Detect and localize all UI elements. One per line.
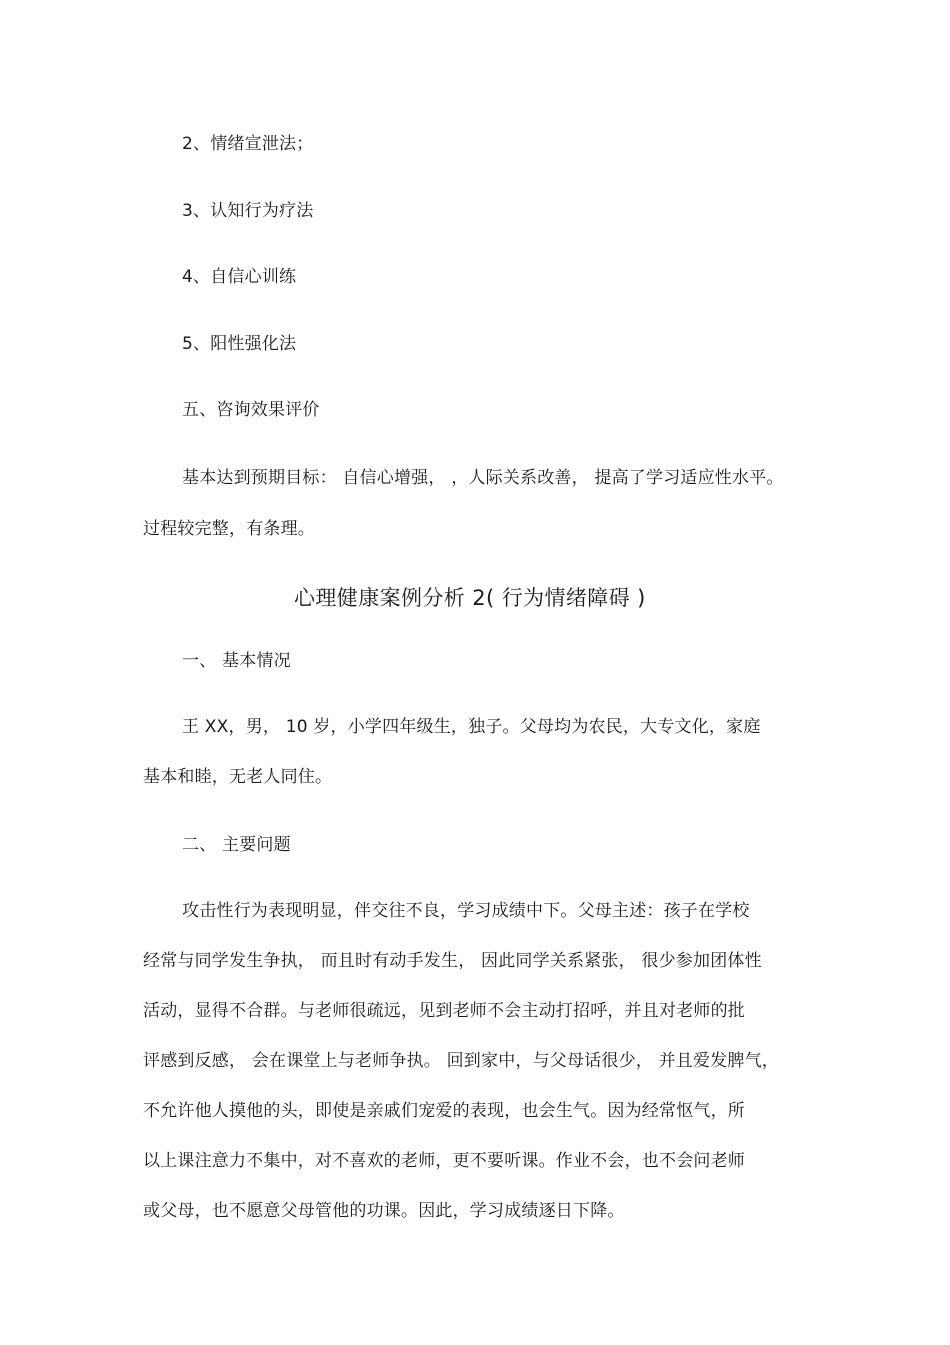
paragraph-line: 基本和睦，无老人同住。 (143, 767, 333, 787)
paragraph-line: 评感到反感， 会在课堂上与老师争执。 回到家中，与父母话很少， 并且爱发脾气， (143, 1051, 780, 1071)
paragraph-line: 经常与同学发生争执， 而且时有动手发生， 因此同学关系紧张， 很少参加团体性 (143, 951, 762, 971)
list-item-confidence-training: 4、自信心训练 (182, 267, 297, 287)
section-heading-evaluation: 五、咨询效果评价 (182, 400, 320, 420)
paragraph-line: 王 XX，男， 10 岁，小学四年级生，独子。父母均为农民，大专文化，家庭 (182, 717, 761, 737)
paragraph-line: 活动，显得不合群。与老师很疏远，见到老师不会主动打招呼，并且对老师的批 (143, 1001, 745, 1021)
section-heading-main-problem: 二、 主要问题 (182, 835, 291, 855)
list-item-emotional-release: 2、情绪宣泄法； (182, 134, 314, 154)
paragraph-line: 基本达到预期目标： 自信心增强， ，人际关系改善， 提高了学习适应性水平。 (182, 468, 784, 488)
case-title: 心理健康案例分析 2( 行为情绪障碍 ) (294, 586, 646, 610)
paragraph-line: 或父母，也不愿意父母管他的功课。因此，学习成绩逐日下降。 (143, 1201, 625, 1221)
list-item-cognitive-behavioral: 3、认知行为疗法 (182, 201, 314, 221)
paragraph-line: 过程较完整，有条理。 (143, 519, 315, 539)
paragraph-line: 以上课注意力不集中，对不喜欢的老师，更不要听课。作业不会，也不会问老师 (143, 1151, 745, 1171)
paragraph-line: 攻击性行为表现明显，伴交往不良，学习成绩中下。父母主述：孩子在学校 (182, 901, 750, 921)
section-heading-basic-info: 一、 基本情况 (182, 651, 291, 671)
list-item-positive-reinforcement: 5、阳性强化法 (182, 334, 297, 354)
paragraph-line: 不允许他人摸他的头，即使是亲戚们宠爱的表现，也会生气。因为经常怄气，所 (143, 1101, 745, 1121)
